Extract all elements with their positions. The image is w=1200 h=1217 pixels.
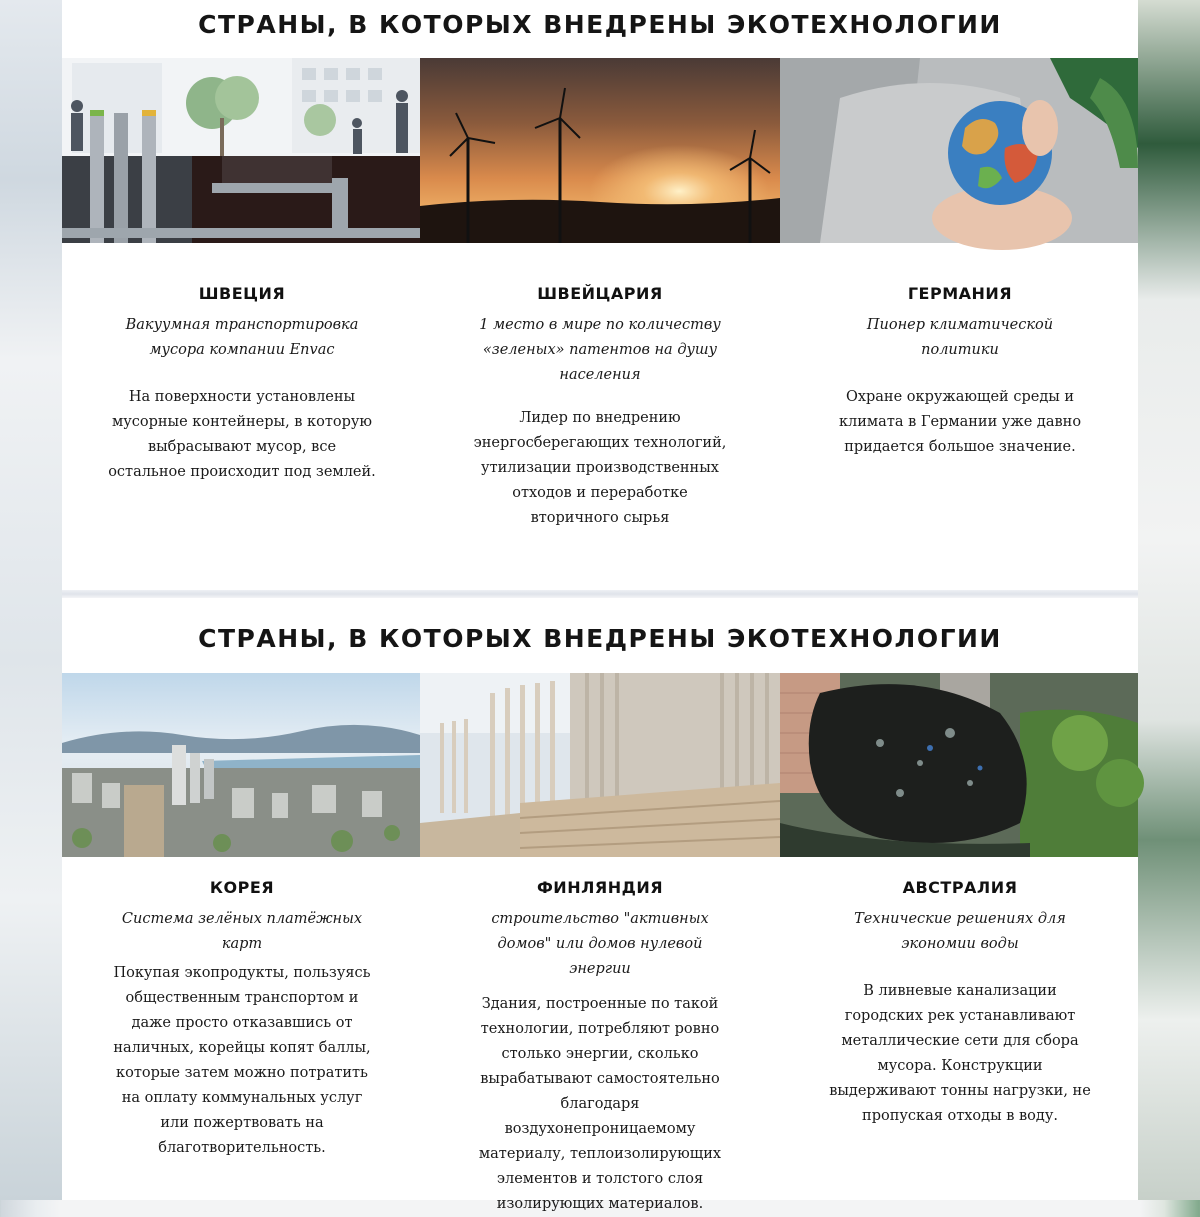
photo-switzerland-wind-turbines <box>420 58 780 243</box>
country-description: Лидер по внедрению энергосберегающих технологий, утилизации производственных отходов и переработке вторичного сырья <box>473 410 727 526</box>
section-title: СТРАНЫ, В КОТОРЫХ ВНЕДРЕНЫ ЭКОТЕХНОЛОГИИ <box>198 624 1002 653</box>
photo-finland-wooden-house <box>420 673 780 857</box>
column-korea <box>102 878 382 1161</box>
country-description: Здания, построенные по такой технологии, потребляют ровно столько энергии, сколько вырабатывают самостоятельно благодаря воздухонепроницаемому материалу, теплоизолирующих элементов и толстого слоя изолирующих материалов. <box>478 996 722 1212</box>
panel-bottom <box>62 598 1138 1212</box>
right-background-strip <box>1138 0 1200 1200</box>
country-description: Покупая экопродукты, пользуясь общественным транспортом и даже просто отказавшись от наличных, корейцы копят баллы, которые затем можно потратить на оплату коммунальных услуг или пожертвовать на благотворительность. <box>113 965 371 1156</box>
column-switzerland <box>460 284 740 531</box>
country-subtitle: Система зелёных платёжных карт <box>121 911 363 952</box>
country-description: Охране окружающей среды и климата в Германии уже давно придается большое значение. <box>838 389 1082 455</box>
country-description: На поверхности установлены мусорные контейнеры, в которую выбрасывают мусор, все остальное происходит под землей. <box>108 389 376 480</box>
column-germany <box>820 284 1100 460</box>
column-sweden <box>102 284 382 485</box>
country-name: КОРЕЯ <box>209 878 275 897</box>
panel-top <box>62 0 1138 590</box>
photo-korea-city-skyline <box>62 673 420 857</box>
country-subtitle: Технические решениях для экономии воды <box>854 911 1066 952</box>
country-description: В ливневые канализации городских рек устанавливают металлические сети для сбора мусора. Конструкции выдерживают тонны нагрузки, не пропуская отходы в воду. <box>829 983 1091 1124</box>
photo-germany-globe-in-hands <box>780 58 1138 243</box>
column-australia <box>820 878 1100 1129</box>
country-subtitle: Вакуумная транспортировка мусора компании Envac <box>125 317 359 358</box>
photo-sweden-vacuum-waste <box>62 58 420 243</box>
country-subtitle: 1 место в мире по количеству «зеленых» патентов на душу населения <box>479 317 721 383</box>
country-name: АВСТРАЛИЯ <box>902 878 1018 897</box>
country-subtitle: Пионер климатической политики <box>866 317 1054 358</box>
infographic-page <box>62 0 1138 1212</box>
country-subtitle: строительство "активных домов" или домов нулевой энергии <box>491 911 709 977</box>
column-finland <box>460 878 740 1217</box>
country-name: ГЕРМАНИЯ <box>907 284 1013 303</box>
country-name: ШВЕЦИЯ <box>198 284 286 303</box>
left-background-strip <box>0 0 62 1200</box>
photo-australia-trash-net <box>780 673 1138 857</box>
panel-divider <box>62 590 1138 598</box>
section-title: СТРАНЫ, В КОТОРЫХ ВНЕДРЕНЫ ЭКОТЕХНОЛОГИИ <box>198 10 1002 39</box>
country-name: ШВЕЙЦАРИЯ <box>537 284 663 303</box>
country-name: ФИНЛЯНДИЯ <box>536 878 664 897</box>
